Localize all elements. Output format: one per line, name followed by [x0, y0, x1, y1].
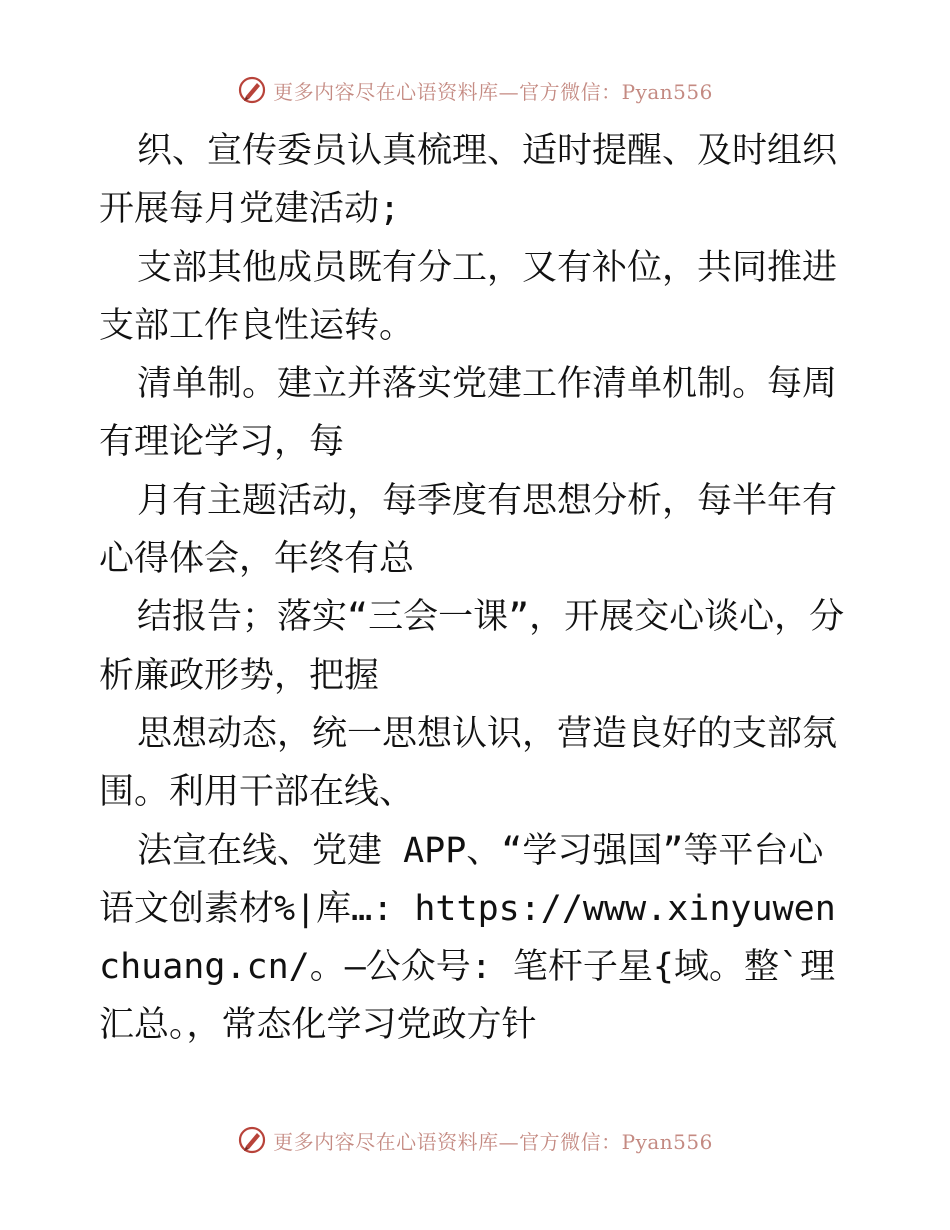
paragraph: 月有主题活动，每季度有思想分析，每半年有心得体会，年终有总	[99, 480, 838, 580]
pen-logo-icon	[237, 1125, 267, 1155]
header-text	[273, 76, 713, 105]
footer-site-text: 更多内容尽在心语资料库	[273, 1129, 499, 1154]
paragraph: 结报告；落实“三会一课”，开展交心谈心，分析廉政形势，把握	[99, 597, 845, 696]
paragraph: 织、宣传委员认真梳理、适时提醒、及时组织开展每月党建活动;	[99, 131, 838, 230]
footer-banner	[0, 1120, 950, 1160]
paragraph: 支部其他成员既有分工，又有补位，共同推进支部工作良性运转。	[99, 247, 838, 346]
footer-separator: —	[498, 1129, 520, 1154]
document-body	[99, 122, 851, 1055]
paragraph: 法宣在线、党建 APP、“学习强国”等平台心语文创素材%|库…: https://www.xinyuwenchuang.cn/。—公众号: 笔杆子星{域。整`理汇总。，常态化学习党政方针	[99, 830, 836, 1046]
footer-contact: 官方微信：Pyan556	[519, 1129, 713, 1154]
header-banner	[0, 70, 950, 110]
paragraph: 清单制。建立并落实党建工作清单机制。每周有理论学习，每	[99, 364, 838, 463]
header-separator: —	[498, 79, 520, 104]
footer-text	[273, 1126, 713, 1155]
header-contact: 官方微信：Pyan556	[519, 79, 713, 104]
pen-logo-icon	[237, 75, 267, 105]
paragraph: 思想动态，统一思想认识，营造良好的支部氛围。利用干部在线、	[99, 713, 838, 813]
header-site-text: 更多内容尽在心语资料库	[273, 79, 499, 104]
